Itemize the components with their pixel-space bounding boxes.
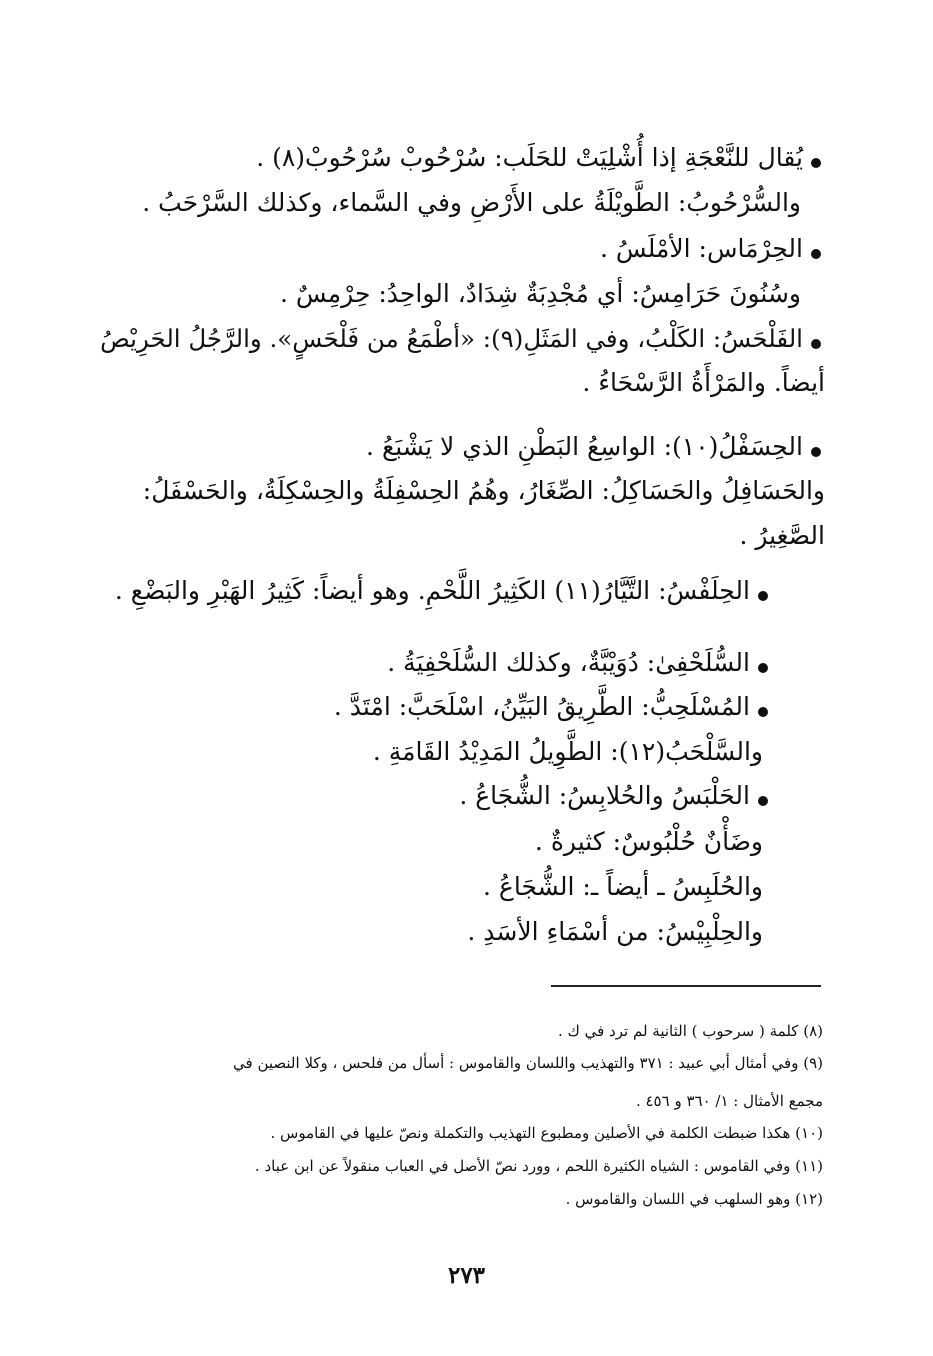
entry-line: والحِلْبِيْسُ: من أسْمَاءِ الأسَدِ . bbox=[467, 917, 763, 946]
entry-line: الحِرْمَاس: الأمْلَسُ . bbox=[599, 234, 803, 263]
entry-line: الحِلَفْسُ: التَّيَّارُ(١١) الكَثِيرُ اللَّحْمِ. وهو أيضاً: كَثِيرُ الهَبْرِ والبَضْعِ . bbox=[114, 576, 750, 605]
entry-line: وسُنُونَ حَرَامِسُ: أي مُجْدِبَةٌ شِدَادٌ، الواحِدُ: حِرْمِسٌ . bbox=[280, 279, 801, 308]
entry-line: الصَّغِيرُ . bbox=[739, 521, 825, 550]
footnote: (١٠) هكذا ضبطت الكلمة في الأصلين ومطبوع التهذيب والتكملة ونصّ عليها في القاموس . bbox=[270, 1124, 823, 1142]
entry-line: والحُلَبِسُ ـ أيضاً ـ: الشُّجَاعُ . bbox=[483, 872, 763, 901]
entry-line: والسُّرْحُوبُ: الطَّويْلَةُ على الأَرْضِ وفي السَّماء، وكذلك السَّرْحَبُ . bbox=[142, 188, 801, 217]
entry-line: المُسْلَحِبُّ: الطَّرِيقُ البَيِّنُ، اسْلَحَبَّ: امْتَدَّ . bbox=[333, 692, 750, 721]
footnote: مجمع الأمثال : ١/ ٣٦٠ و ٤٥٦ . bbox=[635, 1092, 823, 1110]
footnote: (٨) كلمة ( سرحوب ) الثانية لم ترد في ك . bbox=[557, 1022, 823, 1040]
bullet-icon bbox=[811, 447, 821, 457]
entry-line: أيضاً. والمَرْأَةُ الرَّسْحَاءُ . bbox=[582, 368, 825, 397]
entry-line: والحَسَافِلُ والحَسَاكِلُ: الصِّغَارُ، وهُمُ الحِسْفِلَةُ والحِسْكِلَةُ، والحَسْفَلُ: bbox=[142, 476, 825, 505]
entry-line: الحِسَفْلُ(١٠): الواسِعُ البَطْنِ الذي لا يَشْبَعُ . bbox=[366, 432, 803, 461]
bullet-icon bbox=[811, 339, 821, 349]
bullet-icon bbox=[758, 707, 768, 717]
entry-line: الفَلْحَسُ: الكَلْبُ، وفي المَثَلِ(٩): «أطْمَعُ من فَلْحَسٍ». والرَّجُلُ الحَرِيْصُ bbox=[100, 324, 803, 353]
bullet-icon bbox=[811, 249, 821, 259]
footnote: (١٢) وهو السلهب في اللسان والقاموس . bbox=[565, 1190, 823, 1208]
bullet-icon bbox=[758, 663, 768, 673]
footnote-divider bbox=[551, 985, 821, 987]
entry-line: يُقال للنَّعْجَةِ إذا أُشْلِيَتْ للحَلَب: سُرْحُوبْ سُرْحُوبْ(٨) . bbox=[256, 143, 803, 172]
entry-line: وضَأْنٌ حُلْبُوسٌ: كثيرةٌ . bbox=[534, 827, 763, 856]
page-number: ٢٧٣ bbox=[447, 1262, 486, 1289]
entry-line: الحَلْبَسُ والحُلابِسُ: الشُّجَاعُ . bbox=[459, 781, 750, 810]
footnote: (١١) وفي القاموس : الشياه الكثيرة اللحم ، وورد نصّ الأصل في العباب منقولاً عن ابن عباد . bbox=[254, 1157, 823, 1175]
entry-line: والسَّلْحَبُ(١٢): الطَّوِيلُ المَدِيْدُ القَامَةِ . bbox=[372, 737, 763, 766]
bullet-icon bbox=[811, 158, 821, 168]
footnote: (٩) وفي أمثال أبي عبيد : ٣٧١ والتهذيب واللسان والقاموس : أسأل من فلحس ، وكلا النصين في bbox=[233, 1054, 823, 1072]
entry-line: السُّلَحْفِىٰ: دُوَيْبَّةٌ، وكذلك السُّلَحْفِيَةُ . bbox=[387, 648, 750, 677]
bullet-icon bbox=[758, 796, 768, 806]
bullet-icon bbox=[758, 591, 768, 601]
